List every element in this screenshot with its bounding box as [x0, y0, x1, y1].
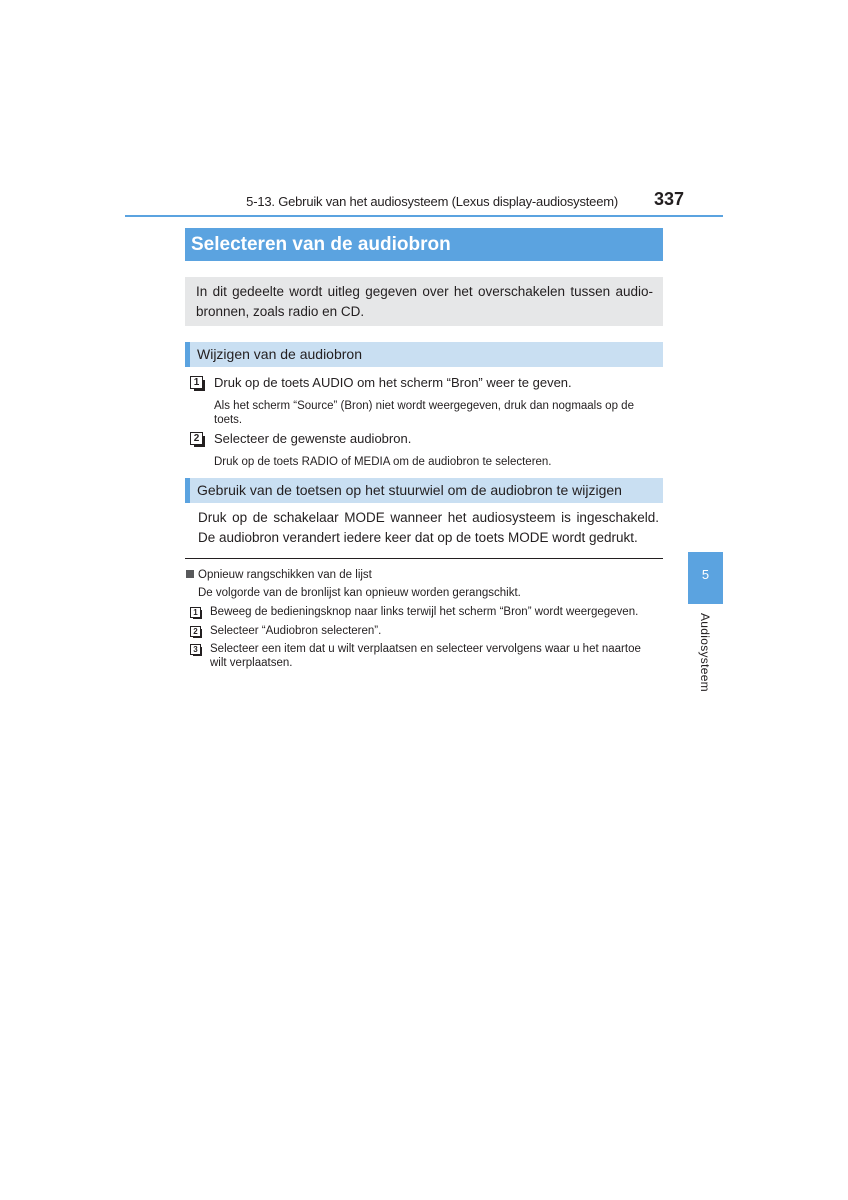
- step-number-box: 3: [190, 644, 201, 655]
- step-text: Druk op de toets AUDIO om het scherm “Bron” weer te geven.: [214, 375, 572, 390]
- step-text: Selecteer de gewenste audiobron.: [214, 431, 412, 446]
- subsection-title-steering-switches: Gebruik van de toetsen op het stuurwiel om de audiobron te wijzigen: [185, 478, 663, 503]
- step-2-note: Druk op de toets RADIO of MEDIA om de audiobron te selecteren.: [214, 456, 552, 468]
- step-text: Beweeg de bedieningsknop naar links terwijl het scherm “Bron” wordt weergegeven.: [210, 606, 639, 618]
- step-number-box: 2: [190, 432, 203, 445]
- header-rule: [125, 215, 723, 217]
- subsection-title-change-source: Wijzigen van de audiobron: [185, 342, 663, 367]
- chapter-tab: 5: [688, 552, 723, 604]
- step-text: Selecteer een item dat u wilt verplaatsen en selecteer vervolgens waar u het naartoe wilt verplaatsen.: [210, 643, 641, 669]
- reorder-heading: [186, 568, 656, 582]
- step-number-box: 2: [190, 626, 201, 637]
- step-1-note: Als het scherm “Source” (Bron) niet wordt weergegeven, druk dan nogmaals op de toets.: [214, 400, 634, 426]
- steering-switch-paragraph: Druk op de schakelaar MODE wanneer het audiosysteem is ingeschakeld. De audiobron verandert iedere keer dat op de toets MODE wordt gedrukt.: [198, 510, 659, 545]
- step-text: Selecteer “Audiobron selecteren”.: [210, 625, 382, 637]
- page-number: 337: [653, 189, 684, 209]
- step-number-box: 1: [190, 376, 203, 389]
- divider: [185, 558, 663, 559]
- reorder-paragraph: De volgorde van de bronlijst kan opnieuw worden gerangschikt.: [198, 587, 521, 599]
- reorder-heading-text: Opnieuw rangschikken van de lijst: [198, 569, 372, 581]
- intro-box: In dit gedeelte wordt uitleg gegeven over het overschakelen tussen audio-bronnen, zoals radio en CD.: [185, 277, 663, 326]
- section-title: Selecteren van de audiobron: [185, 228, 663, 261]
- square-bullet-icon: [186, 570, 194, 578]
- chapter-header: 5-13. Gebruik van het audiosysteem (Lexus display-audiosysteem): [246, 194, 618, 209]
- step-number-box: 1: [190, 607, 201, 618]
- chapter-tab-label: Audiosysteem: [698, 613, 712, 692]
